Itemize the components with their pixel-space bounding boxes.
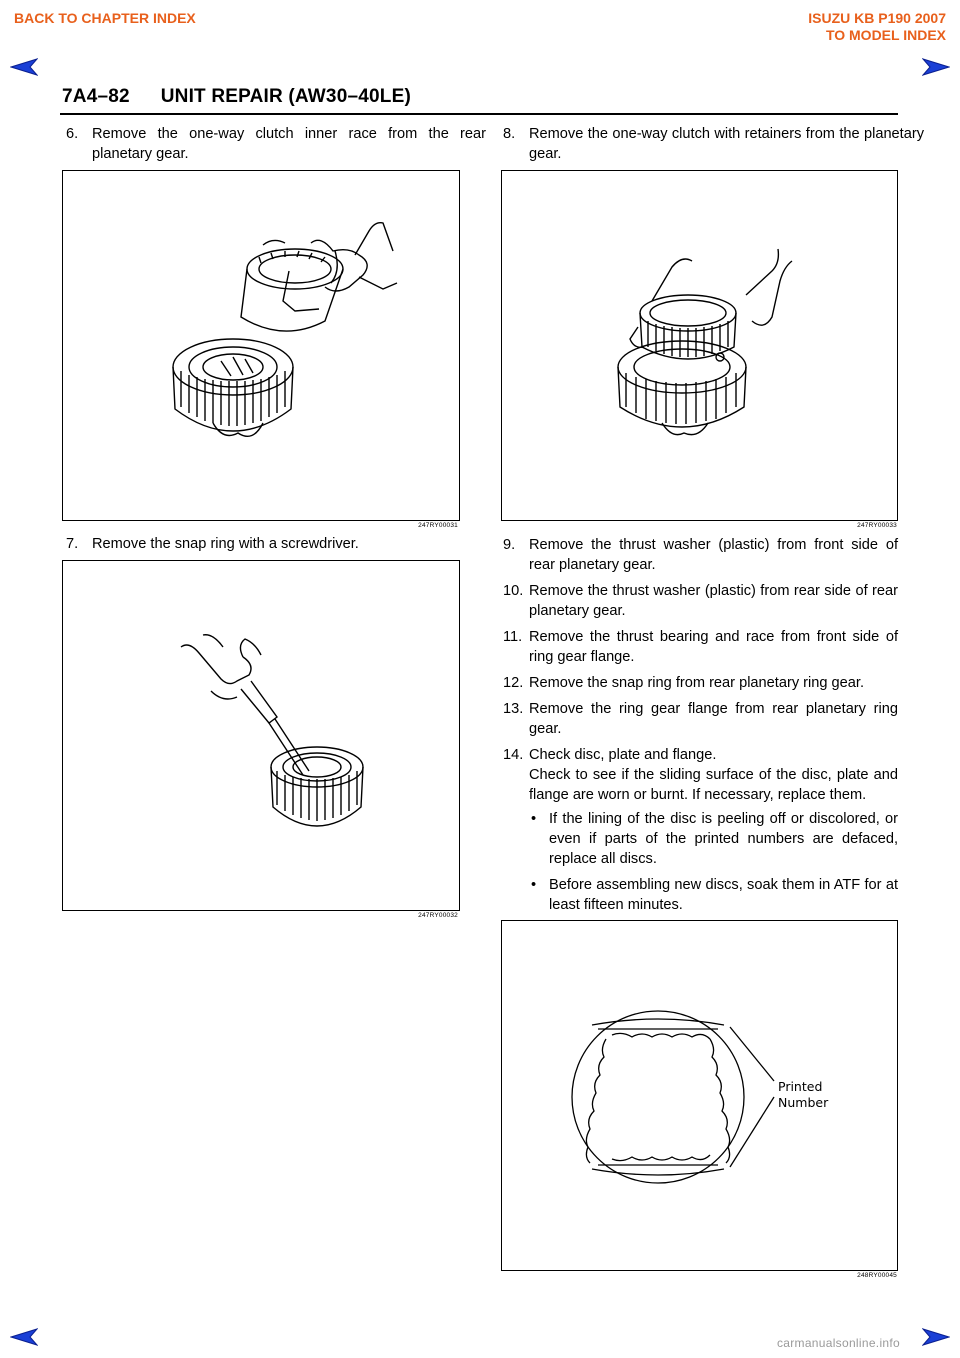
prev-page-left-arrow-icon[interactable]: [10, 58, 38, 76]
step-number: 7.: [66, 536, 79, 552]
header-rule: [60, 113, 898, 115]
next-page-right-arrow-icon[interactable]: [922, 58, 950, 76]
step-number: 13.: [503, 701, 524, 717]
step-14-detail: Check to see if the sliding surface of the disc, plate and flange are worn or burnt. If necessary, replace them.: [529, 767, 898, 803]
next-page-bottom-right-arrow-icon[interactable]: [922, 1328, 950, 1346]
step-12: [503, 673, 898, 693]
model-title: ISUZU KB P190 2007: [808, 10, 946, 26]
figure-disc-printed-number: [501, 920, 898, 1271]
step-13: [503, 699, 898, 739]
bullet-text: Before assembling new discs, soak them in ATF for at least fifteen minutes.: [549, 877, 898, 913]
step-text: Remove the thrust washer (plastic) from front side of rear planetary gear.: [529, 537, 898, 573]
to-model-index-link[interactable]: TO MODEL INDEX: [825, 27, 946, 43]
page-number: 7A4–82: [62, 86, 130, 107]
step-11: [503, 627, 898, 667]
step-text: Remove the snap ring with a screwdriver.: [92, 536, 359, 552]
bullet-soak-atf: [503, 875, 898, 915]
step-8: [503, 124, 924, 164]
printed-label-line2: Number: [778, 1095, 829, 1110]
disc-printed-number-illustration: [502, 921, 897, 1270]
bullet-dot: •: [531, 877, 537, 893]
step-number: 11.: [503, 629, 523, 645]
section-title: UNIT REPAIR (AW30–40LE): [160, 86, 411, 107]
model-title-block: [808, 10, 946, 44]
step-10: [503, 581, 898, 621]
step-number: 9.: [503, 537, 516, 553]
bullet-dot: •: [531, 811, 537, 827]
step-6: [66, 124, 486, 164]
snap-ring-removal-illustration: [63, 561, 459, 910]
step-text: Remove the thrust bearing and race from front side of ring gear flange.: [529, 629, 898, 665]
figure-code-2: 247RY00032: [418, 912, 458, 919]
step-text: Remove the one-way clutch with retainers from the planetary gear.: [529, 126, 924, 162]
inner-race-removal-illustration: [63, 171, 459, 520]
watermark: carmanualsonline.info: [776, 1336, 900, 1350]
figure-inner-race-removal: [62, 170, 460, 521]
bullet-disc-lining: [503, 809, 898, 869]
step-number: 8.: [503, 126, 516, 142]
step-number: 6.: [66, 126, 79, 142]
prev-page-bottom-left-arrow-icon[interactable]: [10, 1328, 38, 1346]
step-text: Remove the one-way clutch inner race from the rear planetary gear.: [92, 126, 486, 162]
bullet-text: If the lining of the disc is peeling off or discolored, or even if parts of the printed numbers are defaced, replace all discs.: [549, 811, 898, 867]
page-header: [62, 86, 411, 108]
figure-one-way-clutch-removal: [501, 170, 898, 521]
step-7: [66, 534, 486, 554]
step-text: Remove the snap ring from rear planetary ring gear.: [529, 675, 865, 691]
figure-snap-ring-removal: [62, 560, 460, 911]
figure-code-1: 247RY00031: [418, 522, 458, 529]
figure-code-4: 248RY00045: [857, 1272, 897, 1279]
step-9: [503, 535, 898, 575]
step-text: Check disc, plate and flange.: [529, 747, 717, 763]
steps-list: [503, 535, 898, 915]
printed-label-line1: Printed: [778, 1079, 823, 1094]
step-14: [503, 745, 898, 765]
one-way-clutch-removal-illustration: [502, 171, 897, 520]
step-text: Remove the thrust washer (plastic) from rear side of rear planetary gear.: [529, 583, 898, 619]
step-number: 10.: [503, 583, 524, 599]
figure-code-3: 247RY00033: [857, 522, 897, 529]
step-number: 12.: [503, 675, 524, 691]
step-number: 14.: [503, 747, 524, 763]
back-to-chapter-index-link[interactable]: BACK TO CHAPTER INDEX: [14, 10, 196, 26]
step-text: Remove the ring gear flange from rear planetary ring gear.: [529, 701, 898, 737]
